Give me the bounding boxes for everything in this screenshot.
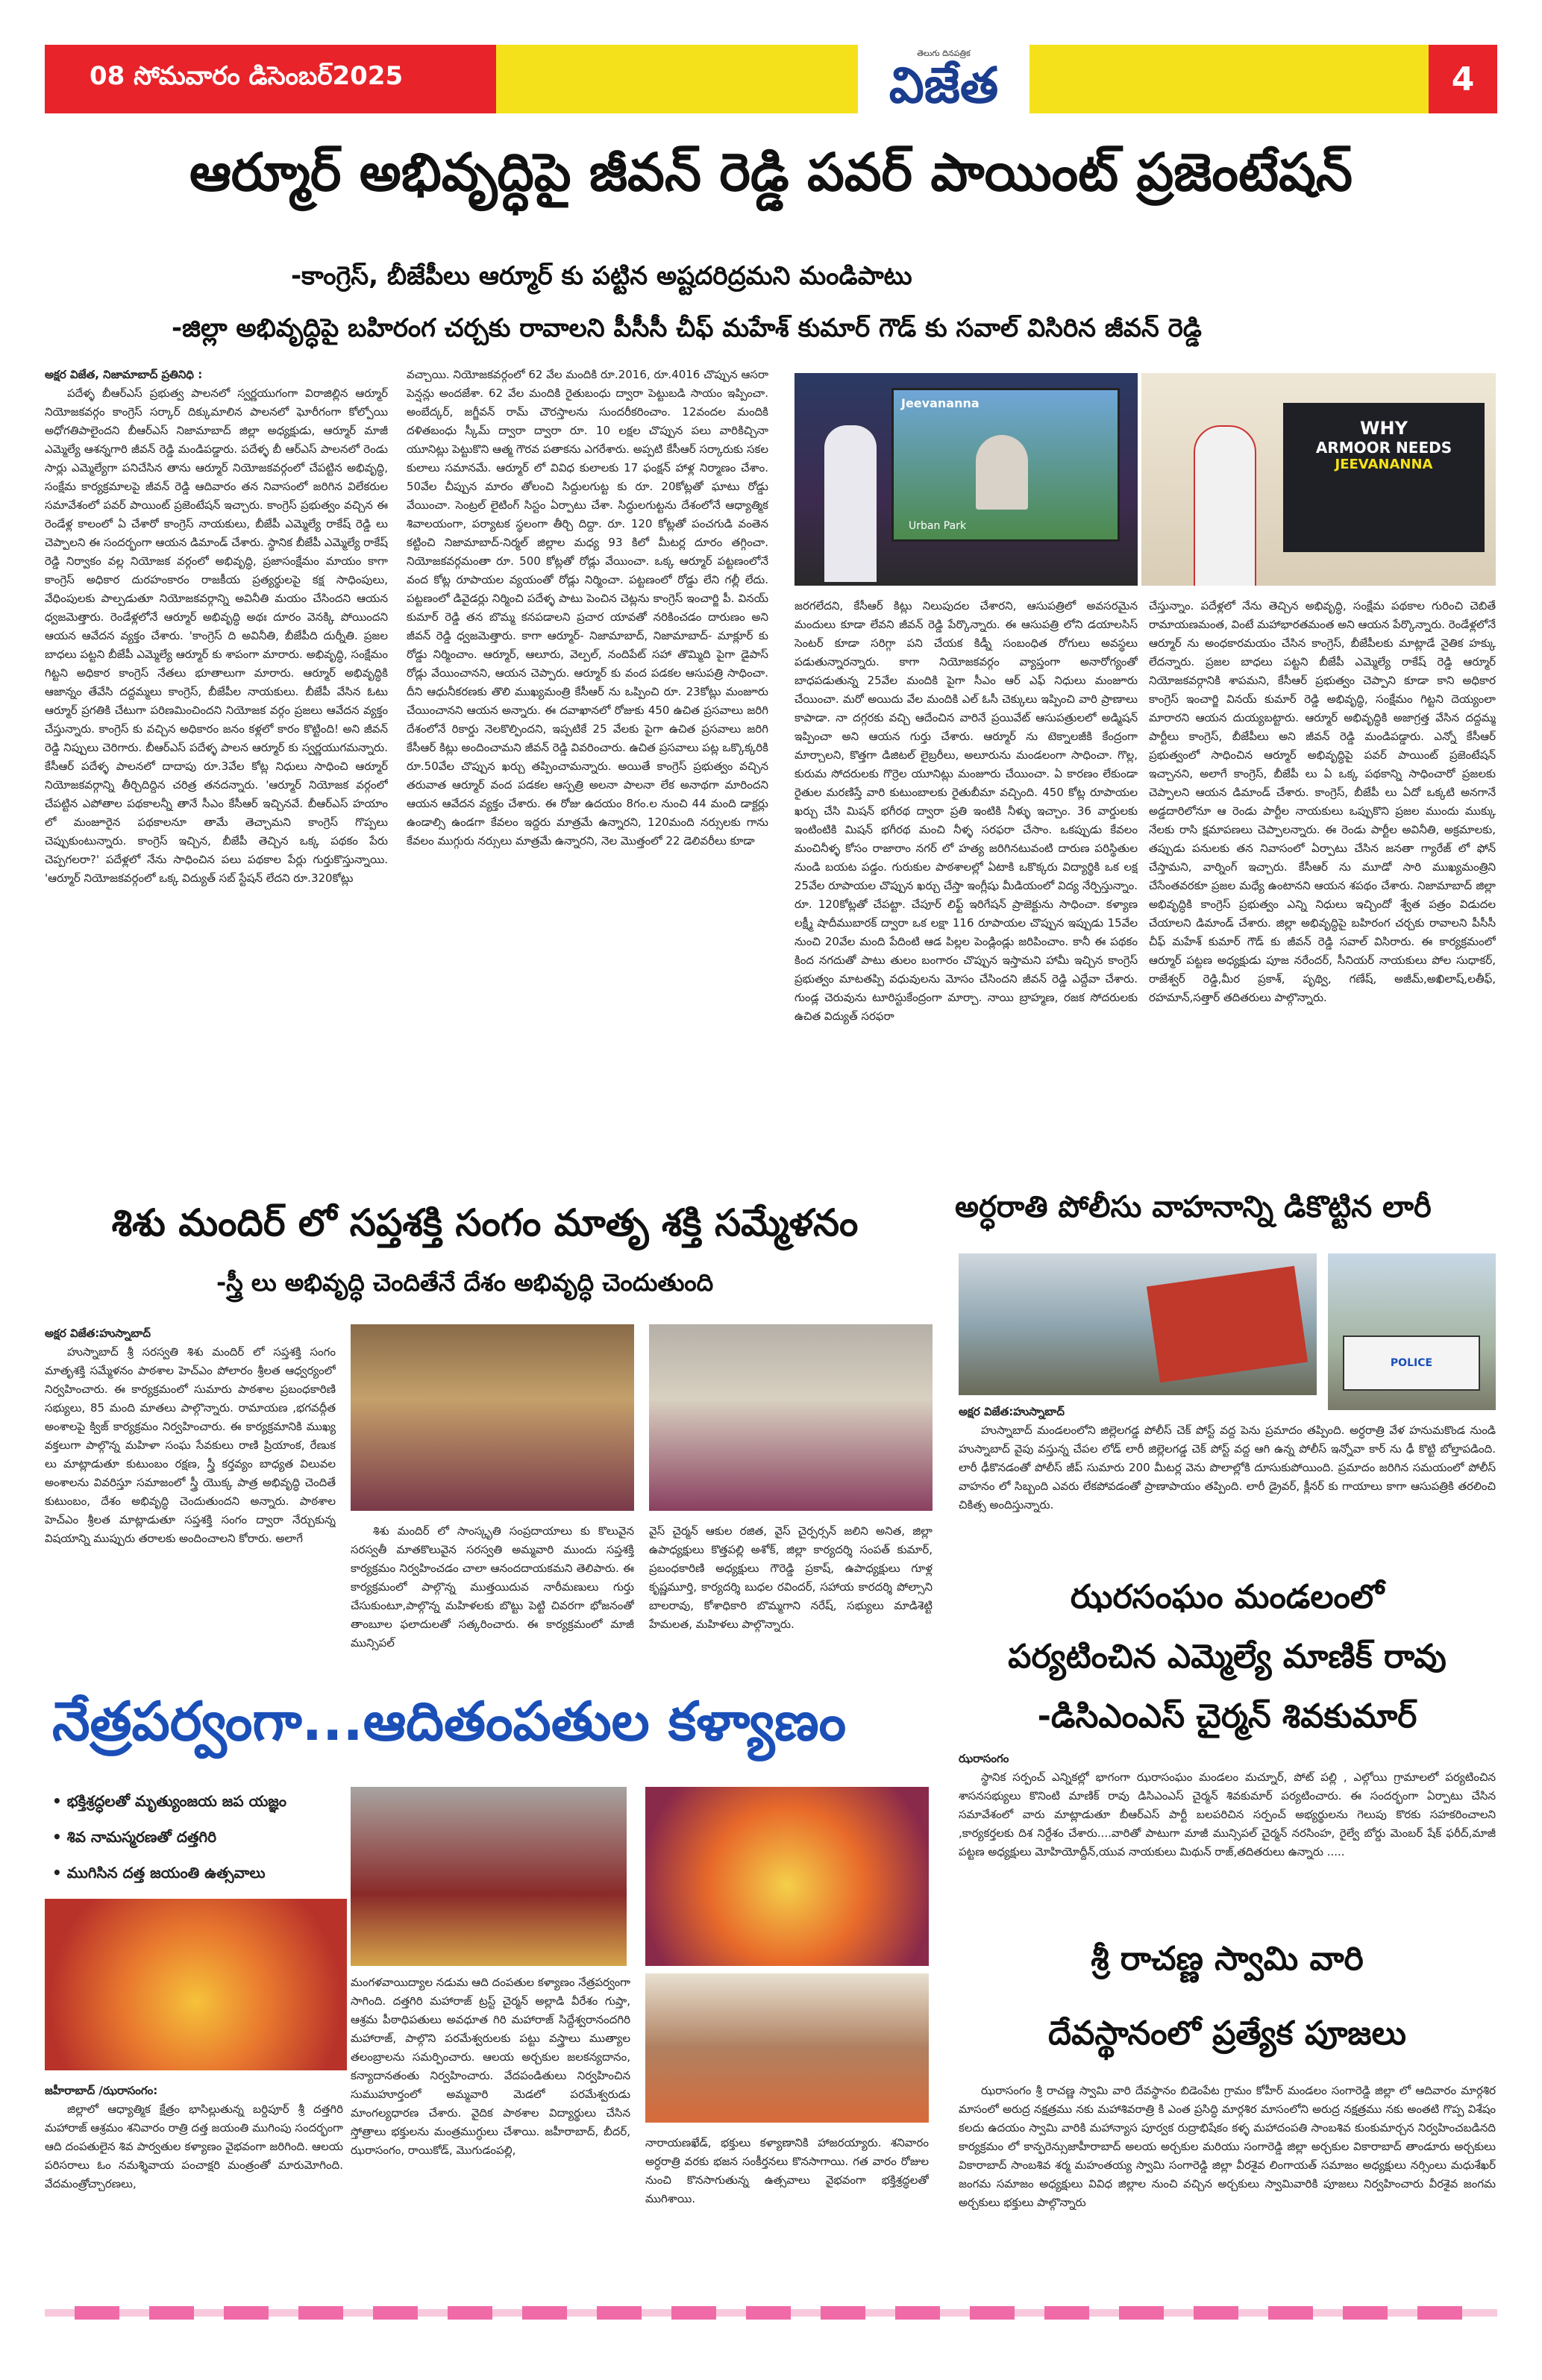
story2-subhead: -స్త్రీ లు అభివృద్ధి చెందితేనే దేశం అభివృద్ధి చెందుతుంది bbox=[216, 1268, 714, 1297]
screen-line-1: WHY bbox=[1360, 418, 1408, 439]
story6-bullet-2: • శివ నామస్మరణతో దత్తగిరి bbox=[52, 1819, 343, 1855]
lead-col2-text: వచ్చాయి. నియోజకవర్గంలో 62 వేల మందికి రూ.2016, రూ.4016 చొప్పున ఆసరా పెన్షన్లు అందజేశా. 62 వేల మందికి రైతుబంధు ద్వారా పెట్టుబడి సాయం ఇప్పించా. అంబేద్కర్, జగ్జీవన్ రామ్ చౌరస్తాలను సుందరీకరించాం. 12వందల మందికి దళితబంధు స్కీమ్ ద్వారా ద్వారా రూ. 10 లక్షల చొప్పున పలు వారికిచ్చినా యూనిట్లు పెట్టుకొని ఆత్మ గౌరవ పతాకను ఎగరేశారు. అప్పటి కేసీఆర్ సర్కారుకు సకల కులాలు సమానమే. ఆర్మూర్ లో వివిధ కులాలకు 17 ఫంక్షన్ హాళ్ల నిర్మాణం చేశాం. 50వేల చీప్పున మారం తోలంచి సిద్దులగుట్ట కు రూ. 20కోట్లతో ఘాటు రోడ్డు వేయించా. సెంట్రల్ లైటింగ్ సిస్టం ఏర్పాటు చేశా. సిద్ధులగుట్టను దేశంలోనే ఆధ్యాత్మిక శివాలయంగా, పర్యాటక స్థలంగా తీర్చి దిద్దా. రూ. 120 కోట్లతో పంచగుడి వంతెన కట్టించి నిజామాబాద్-నిర్మల్ జిల్లాల మధ్య 93 కిలో మీటర్ల దూరం తగ్గించా. నియోజకవర్గమంతా రూ. 500 కోట్లతో రోడ్లు వేయించా. ఒక్క ఆర్మూర్ పట్టణంలోనే వంద కోట్ల రూపాయల వ్యయంతో రోడ్లు నిర్మించా. పట్టణంలో రోడ్డు లేని గల్లీ లేదు. పట్టణంలో డివైడర్లు నిర్మించి పదేళ్ళ పాటు పెంచిన చెట్లను కాంగ్రెస్ ఇంచార్జి పీ. వినయ్ కుమార్ రెడ్డి తన బొమ్మ కనపడాలని ప్రచార యావతో నరికించడం దారుణం అని జీవన్ రెడ్డి ధ్వజమెత్తారు. కాగా ఆర్మూర్- నిజామాబాద్, నిజామాబాద్- మాక్లూర్ కు రోడ్డు నిర్మించాం. ఆర్మూర్, ఆలూరు, వెల్పల్, నందిపేట్ సహా తొమ్మిది పైగా డైపాస్ రోడ్లు వేయించానని, ఆయన చెప్పారు. ఆర్మూర్ కు వంద పడకల ఆసుపత్రి సాధించా. దీని ఆధునీకరణకు తొలి ముఖ్యమంత్రి కేసీఆర్ ను ఒప్పించి రూ. 23కోట్లు మంజూరు చేయించానని ఆయన అన్నారు. ఈ దవాఖానలో రోజుకు 450 ఉచిత ప్రసవాలు జరిగి దేశంలోనే రికార్డు నెలకొల్పిందని, ఇప్పటికే 25 వేలకు పైగా ఉచిత ప్రసవాలు జరిగి కేసీఆర్ కిట్లు అందించామని జీవన్ రెడ్డి వివరించారు. ఉచిత ప్రసవాలు పట్ల ఒక్కొక్కరికి రూ.50వేల చొప్పున ఖర్చు తప్పించామన్నారు. అయితే కాంగ్రెస్ ప్రభుత్వం వచ్చిన తరువాత ఆర్మూర్ వంద పడకల ఆస్పత్రి అలనా పాలనా లేక అనాథగా మారిందని ఆయన ఆవేదన వ్యక్తం చేశారు. ఈ రోజు ఉదయం 8గం.ల నుంచి 44 మంది డాక్టర్లు ఉండాల్సి ఉండగా కేవలం ఇద్దరు మాత్రమే ఉన్నారని, 120మంది నర్సులకు గాను కేవలం ముగ్గురు నర్సులు మాత్రమే ఉన్నారని, నెల మొత్తంలో 22 డెలివరీలు కూడా bbox=[407, 368, 768, 848]
logo-text: విజేత bbox=[888, 56, 999, 114]
story5-body bbox=[959, 2082, 1496, 2290]
story5-text: ఝరాసంగం శ్రీ రాచణ్ణ స్వామి వారి దేవస్థానం బిడెంపేట గ్రామం కోహీర్ మండలం సంగారెడ్డి జిల్లా లో ఆదివారం మార్గశిర మాసంలో అరుద్ర నక్షత్రము నకు మహాశివరాత్రి కి ఎంత ప్రసిద్ధి మార్గశిర మాసంలోని అరుద్ర నక్షత్రము నకు అంతటి గొప్ప విశేషం కలదు ఉదయం స్వామి వారికి మహాన్యాస పూర్వక రుద్రాభిషేకం కళ్ళ మహాదంపతి సాంబశివ కుంకుమార్చన నిర్వహించబడినది కార్యక్రమం లో కాన్ఫరెన్సుజాహీరాబాద్ అలయ అర్చకుల మరియు సంగారెడ్డి జిల్లా అర్చకుల వికారాబాద్ తాండూరు అర్చకులు వికారాబాద్ సాంబశివ శర్మ మహంతయ్య స్వామి సంగారెడ్డి జిల్లా వీరశైవ లింగాయత్ సమాజం అధ్యక్షులు నర్సింలు మధుశేఖర్ జంగమ సమాజం అధ్యక్షులు వివిధ జిల్లాల నుంచి వచ్చిన అర్చకులు స్వామివారికి పూజలు నిర్వహించారు వీరశైవ జంగమ అర్చకులు భక్తులు పాల్గొన్నారు bbox=[959, 2084, 1496, 2209]
header-date bbox=[45, 45, 496, 113]
story4-headline-3: -డిసిఎంఎస్ చైర్మన్ శివకుమార్ bbox=[1037, 1697, 1417, 1735]
lead-dateline: అక్షర విజేత, నిజామాబాద్ ప్రతినిధి : bbox=[45, 368, 203, 381]
lead-column-3 bbox=[794, 597, 1138, 1231]
story2-photo-2 bbox=[649, 1324, 933, 1511]
story3-text: హుస్నాబాద్ మండలంలోని జిల్లెలగడ్డ పోలీస్ చెక్ పోస్ట్ వద్ద పెను ప్రమాదం తప్పింది. అర్ధరాత్రి వేళ హనుమకొండ నుండి హుస్నాబాద్ వైపు వస్తున్న చేపల లోడ్ లారీ జిల్లెలగడ్డ చెక్ పోస్ట్ వద్ద ఆగి ఉన్న పోలీస్ ఇన్నోవా కార్ ను ఢీ కొట్టి బోల్తాపడింది. లారీ ఢీకొనడంతో పోలీస్ జీప్ సుమారు 200 మీటర్ల వెను పొలాల్లోకి దూసుకుపోయింది. ప్రమాదం జరిగిన సమయంలో పోలీస్ వాహనం లో సిబ్బంది ఎవరు లేకపోవడంతో ప్రాణాపాయం తప్పింది. లారీ డ్రైవర్, క్లీనర్ కు గాయాలు కాగా ఆసుపత్రికి తరలించి చికిత్స అందిస్తున్నారు. bbox=[959, 1424, 1496, 1512]
speaker-figure-2 bbox=[1194, 425, 1256, 586]
lead-col1-text: పదేళ్ళ బీఆర్ఎస్ ప్రభుత్వ పాలనలో స్వర్ణయుగంగా విరాజిల్లిన ఆర్మూర్ నియోజకవర్గం కాంగ్రెస్ సర్కార్ దిక్కుమాలిన పాలనలో ఘోరీగంగా కోల్పోయి అధోగతిపాలైందని బీఆర్ఎస్ నిజామాబాద్ జిల్లా అధ్యక్షుడు, ఆర్మూర్ మాజీ ఎమ్మెల్యే ఆశన్నగారి జీవన్ రెడ్డి మండిపడ్డారు. పదేళ్ళ బీ ఆర్ఎస్ పాలనలో రెండు సార్లు ఎమ్మెల్యేగా పనిచేసిన తాను ఆర్మూర్ నియోజకవర్గంలో చేపట్టిన అభివృద్ధి, సంక్షేమ కార్యక్రమాలపై జీవన్ రెడ్డి ఆదివారం తన నివాసంలో జరిగిన విలేకరుల సమావేశంలో పవర్ పాయింట్ ప్రజెంటేషన్ ఇచ్చారు. కాంగ్రెస్ ప్రభుత్వం వచ్చిన ఈ రెండేళ్ల కాలంలో ఏ చేశారో కాంగ్రెస్ నాయకులు, బీజేపీ ఎమ్మెల్యే రాకేష్ రెడ్డి లు చెప్పాలని ఈ సందర్భంగా ఆయన డిమాండ్ చేశారు. స్థానిక బీజేపీ ఎమ్మెల్యే రాకేష్ రెడ్డి నిర్వాకం వల్ల నియోజక వర్గంలో అభివృద్ధి, ప్రజాసంక్షేమం మాయం కాగా కాంగ్రెస్ అధికార దురహంకారం రాజకీయ ప్రత్యర్థులపై కక్ష సాధింపులు, వేధింపులకు పాల్పడుతూ నియోజకవర్గాన్ని అవినీతి మయం చేసిందని ఆయన ధ్వజమెత్తారు. రెండేళ్లలోనే ఆర్మూర్ అభివృద్ధి అథః దూరం వెనక్కి పోయిందని ఆయన ఆవేదన వ్యక్తం చేశారు. 'కాంగ్రెస్ ది అవినీతి, బీజేపీది దుర్నీతి. ప్రజల బాధలు పట్టని బీజేపీ ఎమ్మెల్యే ఆర్మూర్ కు శాపంగా మారారు. అభివృద్ధి, సంక్షేమం గిట్టని అధికార కాంగ్రెస్ నేతలు భూతాలుగా మారారు. ఆర్మూర్ అభివృద్ధికి ఆజాన్నం తేవేసి దద్దమ్మలు కాంగ్రెస్, బీజేపీల నాయకులు. బీజేపీ వేసిన ఓటు ఆర్మూర్ ప్రగతికి చేటుగా పరిణమించిందని నియోజక వర్గం ప్రజలు ఆవేదన వ్యక్తం చేస్తున్నారు. కాంగ్రెస్ కు వచ్చిన అధికారం జనం కళ్లలో కారం కొట్టింది! అని జీవన్ రెడ్డి నిప్పులు చెరిగారు. బీఆర్ఎస్ పదేళ్ళ పాలన ఆర్మూర్ కు స్వర్ణయుగమన్నారు. కేసీఆర్ పదేళ్ళ పాలనలో దాదాపు రూ.3వేల కోట్ల నిధులు సాధించి ఆర్మూర్ నియోజకవర్గాన్ని తీర్చిదిద్దిన చరిత్ర తనదన్నారు. 'ఆర్మూర్ నియోజక వర్గంలో చేపట్టిన ఎపోతాల పథకాలన్నీ తానే సీఎం కేసీఆర్ ఇచ్చినవే. బీఆర్ఎస్ హయాం లో మంజూరైన పథకాలనూ తామే తెచ్చామని కాంగ్రెస్ గొప్పలు చెప్పుకుంటున్నారు. కాంగ్రెస్ ఇచ్చిన, బీజేపీ తెచ్చిన ఒక్క పథకం పేరు చెప్పగలరా?' పదేళ్లలో నేను సాధించిన పలు పథకాల పేర్లు గుర్తుకొస్తున్నాయి. 'ఆర్మూర్ నియోజకవర్గంలో ఒక్క విద్యుత్ సబ్ స్టేషన్ లేదని రూ.320కోట్లు bbox=[45, 386, 388, 885]
screen-line-3: JEEVANANNA bbox=[1335, 457, 1433, 472]
lead-column-4 bbox=[1149, 597, 1496, 1231]
lead-col4-text: చేస్తున్నాం. పదేళ్లలో నేను తెచ్చిన అభివృద్ధి, సంక్షేమ పథకాల గురించి చెబితే రామాయణమంత, వింటే మహాభారతమంత అని ఆయన పేర్కొన్నారు. రెండేళ్లలోనే ఆర్మూర్ ను అంధకారమయం చేసిన కాంగ్రెస్, బీజేపీలకు మాట్లాడే నైతిక హక్కు లేదన్నారు. ప్రజల బాధలు పట్టని బీజేపీ ఎమ్మెల్యే రాకేష్ రెడ్డి ఆర్మూర్ నియోజకవర్గానికి శాపమని, కేసీఆర్ ప్రభుత్వం చెప్పాని కూడా కాని అధికార కాంగ్రెస్ ఇంచార్జి వినయ్ కుమార్ రెడ్డి అభివృద్ధి, సంక్షేమం గిట్టని దెయ్యంలా మారారని ఆయన దుయ్యబట్టారు. ఆర్మూర్ అభివృద్ధికి అజాగ్రత్త వేసిన దద్దమ్మ పార్టీలు కాంగ్రెస్, బీజేపీలు అని జీవన్ రెడ్డి మండిపడ్డారు. ఎన్నో కేసీఆర్ ప్రభుత్వంలో సాధించిన ఆర్మూర్ అభివృద్ధిపై పవర్ పాయింట్ ప్రజెంటేషన్ ఇచ్చానని, అలాగే కాంగ్రెస్, బీజేపీ లు ఏ ఒక్క పథకాన్ని సాధించారో ప్రజలకు చెప్పాలని ఆయన డిమాండ్ చేశారు. కాంగ్రెస్, బీజేపీ లు ఏదో ఒక్కటి అనగానే అడ్డదారిలోనూ ఆ రెండు పార్టీల నాయకులు ఒప్పుకొని ప్రజల ముందు ముక్కు నేలకు రాసి క్షమాపణలు చెప్పాలన్నారు. ఈ రెండు పార్టీల అవినీతి, అక్రమాలకు, తప్పుడు పనులకు తన నివాసంలో ఏర్పాటు చేసిన జనతా గ్యారేజ్ లో ఫోన్ చేస్తామని, వార్నింగ్ ఇచ్చారు. కేసీఆర్ ను మూడో సారి ముఖ్యమంత్రిని చేసేంతవరకూ ప్రజల మధ్యే ఉంటానని ఆయన శపథం చేశారు. నిజామాబాద్ జిల్లా అభివృద్ధికి కాంగ్రెస్ ప్రభుత్వం ఎన్ని నిధులు ఇచ్చిందో శ్వేత పత్రం విడుదల చేయాలని డిమాండ్ చేశారు. జిల్లా అభివృద్ధిపై బహిరంగ చర్చకు రావాలని పీసీసీ చీఫ్ మహేశ్ కుమార్ గౌడ్ కు జీవన్ రెడ్డి సవాల్ విసిరారు. ఈ కార్యక్రమంలో ఆర్మూర్ పట్టణ అధ్యక్షుడు పూజ నరేందర్, సీనియర్ నాయకులు పోల సుధాకర్, రాజేశ్వర్ రెడ్డి,మీర ప్రకాశ్, పృథ్వి, గణేష్, అజీమ్,అఖిలాష్,లతీఫ్, రహమాన్,సత్తార్ తదితరులు పాల్గొన్నారు. bbox=[1149, 599, 1496, 1004]
story6-col3-text: నారాయణఖేడ్, భక్తులు కళ్యాణానికి హాజరయ్యారు. శనివారం అర్ధరాత్రి వరకు భజన సంకీర్తనలు కొనసాగాయి. గత వారం రోజుల నుంచి కొనసాగుతున్న ఉత్సవాలు వైభవంగా భక్తిశ్రద్ధలతో ముగిశాయి. bbox=[645, 2136, 929, 2205]
speaker-figure bbox=[824, 425, 877, 582]
story4-body bbox=[959, 1750, 1496, 1899]
story3-body bbox=[959, 1403, 1496, 1567]
story2-column-1 bbox=[45, 1324, 336, 1705]
story2-column-2 bbox=[351, 1522, 634, 1709]
story3-photo-2 bbox=[1328, 1253, 1496, 1410]
story6-column-1 bbox=[45, 2082, 343, 2290]
story6-photo-garland bbox=[45, 1899, 347, 2070]
lead-subhead-2: -జిల్లా అభివృద్ధిపై బహిరంగ చర్చకు రావాలని పీసీసీ చీఫ్ మహేశ్ కుమార్ గౌడ్ కు సవాల్ విసిరిన జీవన్ రెడ్డి bbox=[172, 313, 1202, 343]
story3-dateline: అక్షర విజేత:హుస్నాబాద్ bbox=[959, 1405, 1065, 1418]
story2-col2-text: శిశు మందిర్ లో సాంస్కృతి సంప్రదాయాలు కు కొలువైన సరస్వతీ మాతకొలువైన సరస్వతి అమ్మవారి ముందు సప్తశక్తి కార్యక్రమం నిర్వహించడం చాలా ఆనందదాయకమని తెలిపారు. ఈ కార్యక్రమంలో పాల్గొన్న ముత్తయిదువ నారీమణులు గుర్తు చేసుకుంటూ,పాల్గొన్న మహిళలకు బొట్టు పెట్టి చివరగా భోజనంతో తాంబూల ఫలాదులతో సత్కరించారు. ఈ కార్యక్రమంలో మాజీ మున్సిపల్ bbox=[351, 1524, 634, 1650]
story4-headline-1: ఝరసంఘం మండలంలో bbox=[1070, 1578, 1385, 1616]
story6-photo-3 bbox=[645, 1973, 929, 2123]
story4-headline-2: పర్యటించిన ఎమ్మెల్యే మాణిక్ రావు bbox=[1008, 1638, 1447, 1676]
story6-photo-1 bbox=[351, 1787, 627, 1966]
masthead-logo bbox=[858, 45, 1029, 113]
lead-column-2 bbox=[407, 366, 768, 1231]
lead-photo-1 bbox=[794, 373, 1138, 586]
police-car: POLICE bbox=[1343, 1335, 1480, 1391]
page-number: 4 bbox=[1429, 45, 1497, 113]
story6-bullet-3: • ముగిసిన దత్త జయంతి ఉత్సవాలు bbox=[52, 1855, 343, 1891]
story5-headline-1: శ్రీ రాచణ్ణ స్వామి వారి bbox=[1091, 1940, 1364, 1978]
lead-col3-text: జరగలేదని, కేసీఆర్ కిట్లు నిలుపుదల చేశారని, ఆసుపత్రిలో అవసరమైన మందులు కూడా లేవని జీవన్ రెడ్డి పేర్కొన్నారు. ఈ ఆసుపత్రి లోని డయాలసిస్ సెంటర్ కూడా సరిగ్గా పని చేయక కిడ్నీ సంబంధిత రోగులు అవస్థలు పడుతున్నారన్నారు. కాగా నియోజకవర్గం వ్యాప్తంగా అనారోగ్యంతో బాధపడుతున్న 25వేల మందికి పైగా సీఎం ఆర్ ఎఫ్ నిధులు మంజూరు చేయించా. మరో అయిదు వేల మందికి ఎల్ ఓసీ చెక్కులు ఇప్పించి వారి ప్రాణాలు కాపాడా. నా దగ్గరకు వచ్చి ఆదేంచిన వారినే ప్రయివేట్ ఆసుపత్రులలో అడ్మిషన్ ఇప్పించా అని ఆయన గుర్తు చేశారు. ఆర్మూర్ ను టెక్నాలజీకి కేంద్రంగా మార్చాలని, కొత్తగా డిజిటల్ లైబ్రరీలు, అలూరును మండలంగా సాధించా. గొల్ల, కురుమ సోదరులకు గొర్రెల యూనిట్లు మంజూరు చేయించా. ఏ కారణం లేకుండా రైతుల మరణిస్తే వారి కుటుంబాలకు రైతుబీమా వచ్చింది. 450 కోట్ల రూపాయల ఖర్చు చేసి మిషన్ భగీరథ ద్వారా ప్రతి ఇంటికి నీళ్ళు ఇచ్చాం. 36 వార్డులకు ఇంటింటికి మిషన్ భగీరథ మంచి నీళ్ళ సరఫరా చేసాం. ఒకప్పుడు కేవలం మంచినీళ్ళ కోసం రాజారాం నగర్ లో హత్య జరిగినటువంటి దారుణ పరిస్థితుల నుండి బయట పడ్డం. గురుకుల పాఠశాలల్లో ఏటాకి ఒకొక్కరు విద్యార్థికి ఒక లక్ష 25వేల రూపాయల చొప్పున ఖర్చు చేస్తా ఇంగ్లీషు మీడియంలో విద్య నేర్పిస్తున్నాం. రూ. 120కోట్లతో చేపట్టా. చేపూర్ లిఫ్ట్ ఇరిగేషన్ ప్రాజెక్టును సాధించా. కళ్యాణ లక్ష్మీ షాదీముబారక్ ద్వారా ఒక లక్షా 116 రూపాయల చొప్పున ఇప్పుడు 15వేల నుంచి 20వేల మంది పేదింటి ఆడ పిల్లల పెండ్లిండ్లు జరిపించాం. కానీ ఈ పథకం కింద నగదుతో పాటు తులం బంగారం చొప్పున ఇస్తామని హామీ ఇచ్చిన కాంగ్రెస్ ప్రభుత్వం మాటతప్పి వధువులను మోసం చేసిందని జీవన్ రెడ్డి ఎద్దేవా చేశారు. గుండ్ల చెరువును టూరిస్టుకేంద్రంగా మార్చా. నాయి బ్రాహ్మణ, రజక సోదరులకు ఉచిత విద్యుత్ సరఫరా bbox=[794, 599, 1138, 1023]
lead-subhead-1: -కాంగ్రెస్, బీజేపీలు ఆర్మూర్ కు పట్టిన అష్టదరిద్రమని మండిపాటు bbox=[291, 261, 912, 291]
story2-headline: శిశు మందిర్ లో సప్తశక్తి సంగం మాతృ శక్తి సమ్మేళనం bbox=[111, 1201, 859, 1244]
screen-title: Jeevananna bbox=[901, 396, 980, 410]
overturned-lorry bbox=[1147, 1266, 1308, 1383]
pavilion-shape bbox=[976, 435, 1028, 510]
lead-headline: ఆర్మూర్ అభివృద్ధిపై జీవన్ రెడ్డి పవర్ పాయింట్ ప్రజెంటేషన్ bbox=[189, 142, 1353, 203]
lead-column-1 bbox=[45, 366, 388, 1231]
footer-ornament bbox=[45, 2302, 1497, 2324]
screen-line-2: ARMOOR NEEDS bbox=[1315, 439, 1452, 457]
logo-tagline: తెలుగు దినపత్రిక bbox=[917, 48, 971, 58]
story2-dateline: అక్షర విజేత:హుస్నాబాద్ bbox=[45, 1327, 151, 1340]
story2-col1-text: హుస్నాబాద్ శ్రీ సరస్వతి శిశు మందిర్ లో సప్తశక్తి సంగం మాతృశక్తి సమ్మేళనం పాఠశాల హెచ్ఎం పోలారం శ్రీలత ఆధ్వర్యంలో నిర్వహించారు. ఈ కార్యక్రమంలో సుమారు పాఠశాల ప్రబంధకారిణి సభ్యులు, 85 మంది మాతలు పాల్గొన్నారు. రామాయణ ,భగవద్గీత అంశాలపై క్విజ్ కార్యక్రమం నిర్వహించారు. ఈ కార్యక్రమానికి ముఖ్య వక్తలుగా పాల్గొన్న మహిళా సంఘ సేవకులు రాణి ప్రియాంక, రేణుక లు మాట్లాడుతూ కుటుంబం రక్షణ, స్త్రీ కర్తవ్యం బాధ్యత విలువల అంశాలను వివరిస్తూ సమాజంలో స్త్రీ యొక్క పాత్ర అభివృద్ధి చెందితే కుటుంబం, దేశం అభివృద్ధి చెందుతుందని అన్నారు. పాఠశాల హెచ్ఎం శ్రీలత మాట్లాడుతూ సప్తశక్తి సంగం ద్వారా నేర్చుకున్న విషయాన్ని ముప్పురు తరాలకు అందించాలని కోరారు. అలాగే bbox=[45, 1345, 336, 1545]
story3-photo-1 bbox=[959, 1253, 1317, 1395]
story6-bullet-list bbox=[52, 1783, 343, 1891]
story2-col3-text: వైస్ చైర్మన్ ఆకుల రజిత, వైస్ చైర్పర్సన్ జలిని అనిత, జిల్లా ఉపాధ్యక్షులు కొత్తపల్లి అశోక్, జిల్లా కార్యదర్శి సంపత్ కుమార్, ప్రబంధకారిణి అధ్యక్షులు గౌరెడ్డి ప్రకాష్, ఉపాధ్యక్షులు గూళ్ల కృష్ణమూర్తి, కార్యదర్శి బుధల రవిందర్, సహాయ కారదర్శి పోల్సాని బాలరావు, కోశాధికారి బొమ్మగాని నరేష్, సభ్యులు మాడిశెట్టి హేమలత, మహిళలు పాల్గొన్నారు. bbox=[649, 1524, 933, 1631]
story6-col2-text: మంగళవాయిద్యాల నడుమ ఆది దంపతుల కళ్యాణం నేత్రపర్వంగా సాగింది. దత్తగిరి మహారాజ్ ట్రస్ట్ చైర్మన్ అల్లాడి వీరేశం గుప్తా, ఆశ్రమ పీఠాధిపతులు అవధూత గిరి మహారాజ్ సిద్దేశ్వరానందగిరి మహారాజ్, పాల్గొని పరమేశ్వరులకు పట్టు వస్త్రాలు ముత్యాల తలంబ్రాలను సమర్పించారు. ఆలయ అర్చకుల జలకన్యదానం, కన్యాదానతంతు నిర్వహించారు. వేదపండితులు నిర్వహించిన సుముహూర్తంలో అమ్మవారి మెడలో పరమేశ్వరుడు మాంగల్యధారణ చేశారు. వైదిక పాఠశాల విద్యార్థులు చేసిన స్తోత్రాలు భక్తులను మంత్రముగ్ధులు చేశాయి. జహీరాబాద్, బీదర్, ఝరాసంగం, రాయికోడ్, మొగుడంపల్లి, bbox=[351, 1976, 630, 2157]
story6-column-3 bbox=[645, 2134, 929, 2290]
story4-dateline: ఝరాసంగం bbox=[959, 1752, 1009, 1765]
story2-column-3 bbox=[649, 1522, 933, 1709]
story5-headline-2: దేవస్థానంలో ప్రత్యేక పూజలు bbox=[1047, 2014, 1407, 2052]
lead-photo-2 bbox=[1141, 373, 1496, 586]
projection-screen-2 bbox=[1283, 403, 1485, 552]
date-text: 08 సోమవారం డిసెంబర్2025 bbox=[90, 61, 404, 91]
screen-caption: Urban Park bbox=[909, 520, 967, 532]
story6-dateline: జహీరాబాద్ /ఝరాసంగం: bbox=[45, 2084, 158, 2097]
story6-headline: నేత్రపర్వంగా...ఆదితంపతుల కళ్యాణం bbox=[52, 1690, 847, 1753]
projection-screen bbox=[891, 388, 1120, 542]
story4-text: స్థానిక సర్పంచ్ ఎన్నికల్లో భాగంగా ఝరాసంఘం మండలం మచ్నూర్, పోట్ పల్లి , ఎల్గోయి గ్రామాలలో పర్యటించిన శాసనసభ్యులు కొనింటి మాణిక్ రావు డిసిఎంఎస్ చైర్మన్ శివకుమార్ పర్యటించారు. ఈ సందర్భంగా ఏర్పాటు చేసిన సమావేశంలో వారు మాట్లాడుతూ బీఆర్ఎస్ పార్టీ బలపరిచిన సర్పంచ్ అభ్యర్థులను గెలుపు కొరకు సహకరించాలని ,కార్యకర్తలకు దిశ నిర్దేశం చేశారు....వారితో పాటుగా మాజీ మున్సిపల్ చైర్మన్ నరసింహ, రైల్వే బోర్డు మెంబర్ షేక్ ఫరీద్,మాజీ పట్టణ అధ్యక్షులు మోహియోద్దీన్,యువ నాయకులు మిథున్ రాజ్,తదితరులు ఉన్నారు ..... bbox=[959, 1770, 1496, 1858]
story3-headline: అర్ధరాతి పోలీసు వాహనాన్ని డికొట్టిన లారీ bbox=[955, 1190, 1432, 1224]
story6-col1-text: జిల్లాలో ఆధ్యాత్మిక క్షేత్రం భాసిల్లుతున్న బర్దిపూర్ శ్రీ దత్తగిరి మహారాజ్ ఆశ్రమం శనివారం రాత్రి దత్త జయంతి ముగింపు సందర్భంగా ఆది దంపతులైన శివ పార్వతుల కళ్యాణం వైభవంగా జరిగింది. ఆలయ పరిసరాలు ఓం నమశ్శివాయ పంచాక్షరి మంత్రంతో మారుమోగింది. వేదమంత్రోచ్చారణలు, bbox=[45, 2102, 343, 2190]
story6-photo-2 bbox=[645, 1787, 929, 1966]
story2-photo-1 bbox=[351, 1324, 634, 1511]
story6-bullet-1: • భక్తిశ్రద్ధలతో మృత్యుంజయ జప యజ్ఞం bbox=[52, 1783, 343, 1819]
story6-column-2 bbox=[351, 1973, 630, 2290]
